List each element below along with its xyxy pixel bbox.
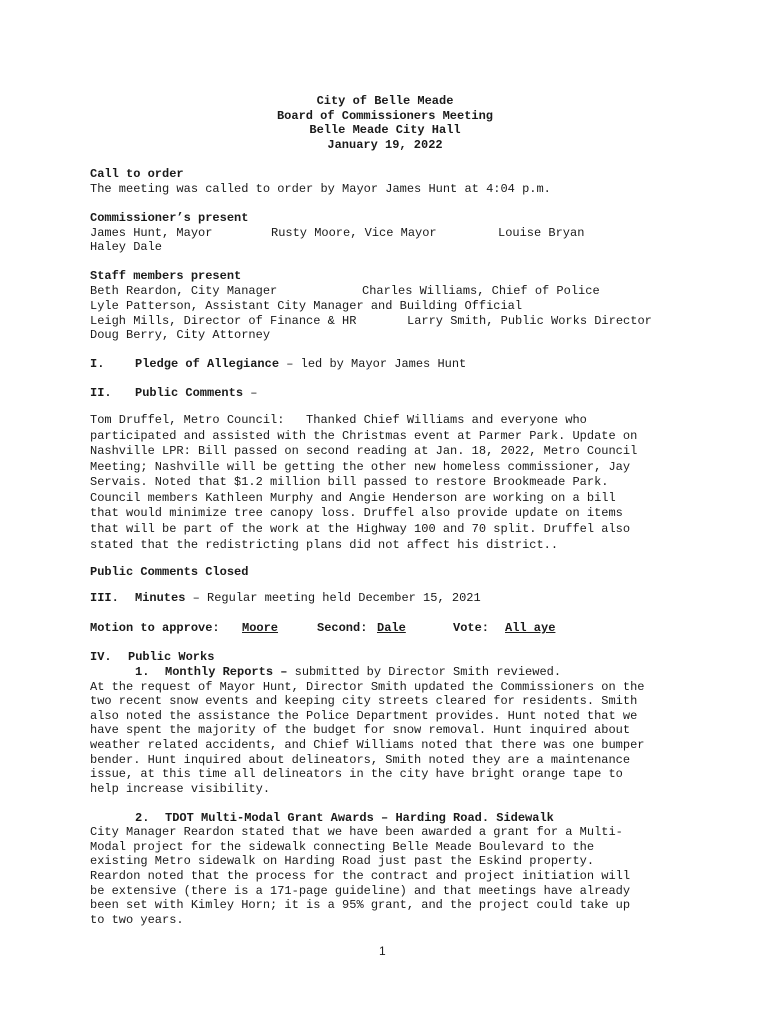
page-number: 1 bbox=[379, 944, 386, 958]
section-number: III. bbox=[90, 591, 119, 605]
section-number: I. bbox=[90, 357, 105, 371]
report-line: At the request of Mayor Hunt, Director Smith updated the Commissioners on the bbox=[90, 680, 645, 694]
grant-line: been set with Kimley Horn; it is a 95% grant, and the project could take up bbox=[90, 898, 631, 912]
comment-line: Tom Druffel, Metro Council: Thanked Chief Williams and everyone who bbox=[90, 413, 587, 427]
staff-member: Larry Smith, Public Works Director bbox=[407, 314, 652, 328]
report-line: help increase visibility. bbox=[90, 782, 271, 796]
section-title: Minutes bbox=[135, 591, 186, 605]
grant-line: City Manager Reardon stated that we have been awarded a grant for a Multi- bbox=[90, 825, 623, 839]
section-minutes bbox=[135, 591, 481, 605]
report-line: bender. Hunt inquired about delineators, Smith noted they are a maintenance bbox=[90, 753, 631, 767]
comment-line: stated that the redistricting plans did not affect his district.. bbox=[90, 538, 559, 552]
staff-heading: Staff members present bbox=[90, 269, 242, 283]
vote-label: Vote: bbox=[453, 621, 490, 635]
commissioner-name: Haley Dale bbox=[90, 240, 163, 254]
grant-line: Reardon noted that the process for the contract and project initiation will bbox=[90, 869, 631, 883]
comment-line: Meeting; Nashville will be getting the other new homeless commissioner, Jay bbox=[90, 460, 631, 474]
comment-line: that will be part of the work at the Highway 100 and 70 split. Druffel also bbox=[90, 522, 631, 536]
section-title: Public Works bbox=[128, 650, 215, 664]
second-label: Second: bbox=[317, 621, 368, 635]
section-number: IV. bbox=[90, 650, 112, 664]
grant-line: be extensive (there is a 171-page guideline) and that meetings have already bbox=[90, 884, 631, 898]
section-title: Pledge of Allegiance bbox=[135, 357, 280, 371]
comment-line: Council members Kathleen Murphy and Angie Henderson are working on a bill bbox=[90, 491, 616, 505]
comment-line: that would minimize tree canopy loss. Druffel also provide update on items bbox=[90, 506, 623, 520]
item-number: 1. bbox=[135, 665, 150, 679]
public-comments-closed: Public Comments Closed bbox=[90, 565, 249, 579]
grant-line: Modal project for the sidewalk connecting Belle Meade Boulevard to the bbox=[90, 840, 595, 854]
section-title: Public Comments bbox=[135, 386, 244, 400]
section-public-comments bbox=[135, 386, 257, 400]
item-detail: submitted by Director Smith reviewed. bbox=[287, 665, 562, 679]
second-value: Dale bbox=[377, 621, 406, 635]
section-pledge bbox=[135, 357, 466, 371]
report-line: also noted the assistance the Police Department provides. Hunt noted that we bbox=[90, 709, 638, 723]
item-title: Monthly Reports – bbox=[165, 665, 288, 679]
header-location: Belle Meade City Hall bbox=[309, 123, 461, 137]
section-detail: – Regular meeting held December 15, 2021 bbox=[185, 591, 481, 605]
staff-member: Charles Williams, Chief of Police bbox=[362, 284, 600, 298]
section-number: II. bbox=[90, 386, 112, 400]
commissioner-name: James Hunt, Mayor bbox=[90, 226, 213, 240]
grant-line: existing Metro sidewalk on Harding Road just past the Eskind property. bbox=[90, 854, 595, 868]
comment-line: Servais. Noted that $1.2 million bill passed to restore Brookmeade Park. bbox=[90, 475, 609, 489]
vote-value: All aye bbox=[505, 621, 556, 635]
header-board: Board of Commissioners Meeting bbox=[276, 109, 494, 123]
staff-member: Lyle Patterson, Assistant City Manager and Building Official bbox=[90, 299, 523, 313]
section-detail: – led by Mayor James Hunt bbox=[279, 357, 467, 371]
commissioners-heading: Commissioner’s present bbox=[90, 211, 249, 225]
report-line: two recent snow events and keeping city streets cleared for residents. Smith bbox=[90, 694, 638, 708]
motion-value: Moore bbox=[242, 621, 279, 635]
report-line: issue, at this time all delineators in the city have bright orange tape to bbox=[90, 767, 623, 781]
motion-label: Motion to approve: bbox=[90, 621, 220, 635]
staff-member: Leigh Mills, Director of Finance & HR bbox=[90, 314, 357, 328]
call-to-order-heading: Call to order bbox=[90, 167, 184, 181]
comment-line: Nashville LPR: Bill passed on second reading at Jan. 18, 2022, Metro Council bbox=[90, 444, 638, 458]
header-date: January 19, 2022 bbox=[327, 138, 443, 152]
staff-member: Beth Reardon, City Manager bbox=[90, 284, 278, 298]
section-detail: – bbox=[243, 386, 258, 400]
grant-line: to two years. bbox=[90, 913, 184, 927]
commissioner-name: Rusty Moore, Vice Mayor bbox=[271, 226, 437, 240]
item-title: TDOT Multi-Modal Grant Awards – Harding Road. Sidewalk bbox=[165, 811, 554, 825]
call-to-order-text: The meeting was called to order by Mayor James Hunt at 4:04 p.m. bbox=[90, 182, 551, 196]
commissioner-name: Louise Bryan bbox=[498, 226, 585, 240]
staff-member: Doug Berry, City Attorney bbox=[90, 328, 271, 342]
header-city: City of Belle Meade bbox=[316, 94, 454, 108]
comment-line: participated and assisted with the Christmas event at Parmer Park. Update on bbox=[90, 429, 638, 443]
report-line: weather related accidents, and Chief Williams noted that there was one bumper bbox=[90, 738, 645, 752]
item-monthly-reports bbox=[165, 665, 561, 679]
report-line: have spent the majority of the budget for snow removal. Hunt inquired about bbox=[90, 723, 631, 737]
item-number: 2. bbox=[135, 811, 150, 825]
